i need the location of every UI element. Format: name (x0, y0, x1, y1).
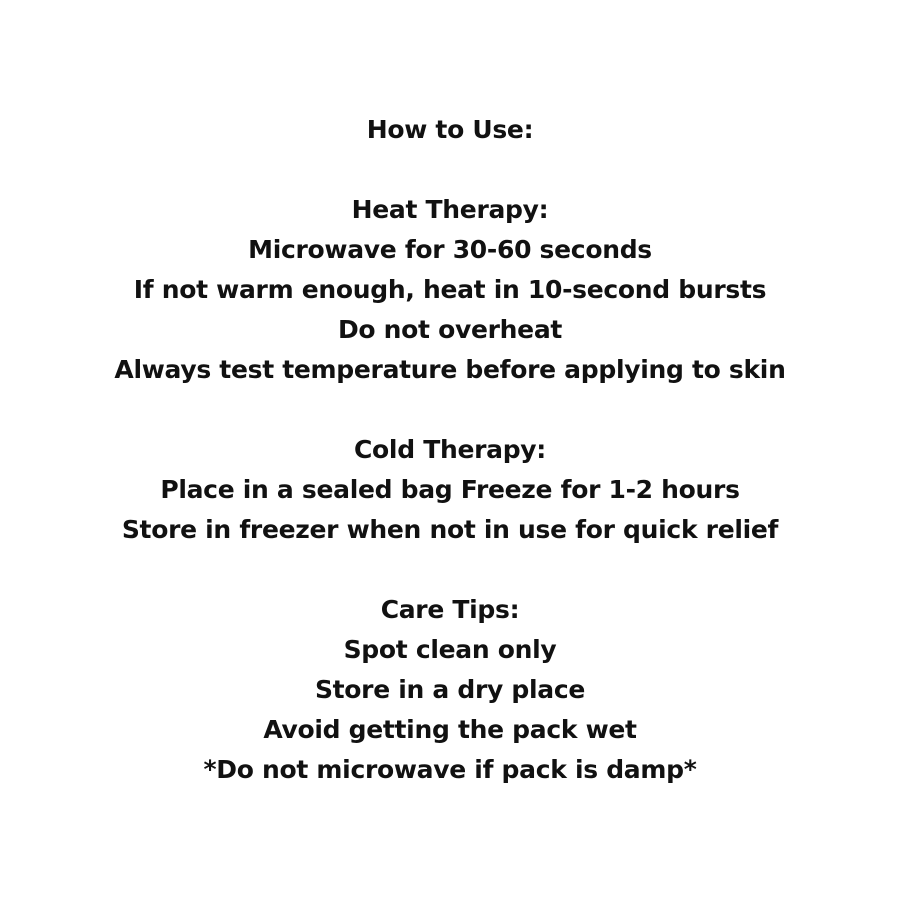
care-tip-3: Avoid getting the pack wet (263, 715, 637, 744)
heat-instruction-1: Microwave for 30-60 seconds (248, 235, 652, 264)
page-title: How to Use: (366, 115, 534, 144)
cold-instruction-2: Store in freezer when not in use for quick relief (121, 515, 779, 544)
spacer (0, 390, 900, 430)
care-tip-2: Store in a dry place (314, 675, 586, 704)
cold-therapy-section (0, 430, 900, 550)
spacer (0, 550, 900, 590)
instructions-document (0, 110, 900, 790)
cold-instruction-1: Place in a sealed bag Freeze for 1-2 hours (160, 475, 740, 504)
care-tip-4: *Do not microwave if pack is damp* (203, 755, 697, 784)
care-tips-section (0, 590, 900, 790)
spacer (0, 150, 900, 190)
care-tip-1: Spot clean only (343, 635, 557, 664)
heat-instruction-4: Always test temperature before applying to skin (114, 355, 786, 384)
heat-instruction-3: Do not overheat (337, 315, 563, 344)
care-tips-heading: Care Tips: (380, 595, 520, 624)
heat-therapy-heading: Heat Therapy: (351, 195, 549, 224)
heat-therapy-section (0, 190, 900, 390)
cold-therapy-heading: Cold Therapy: (354, 435, 546, 464)
heat-instruction-2: If not warm enough, heat in 10-second bursts (133, 275, 767, 304)
